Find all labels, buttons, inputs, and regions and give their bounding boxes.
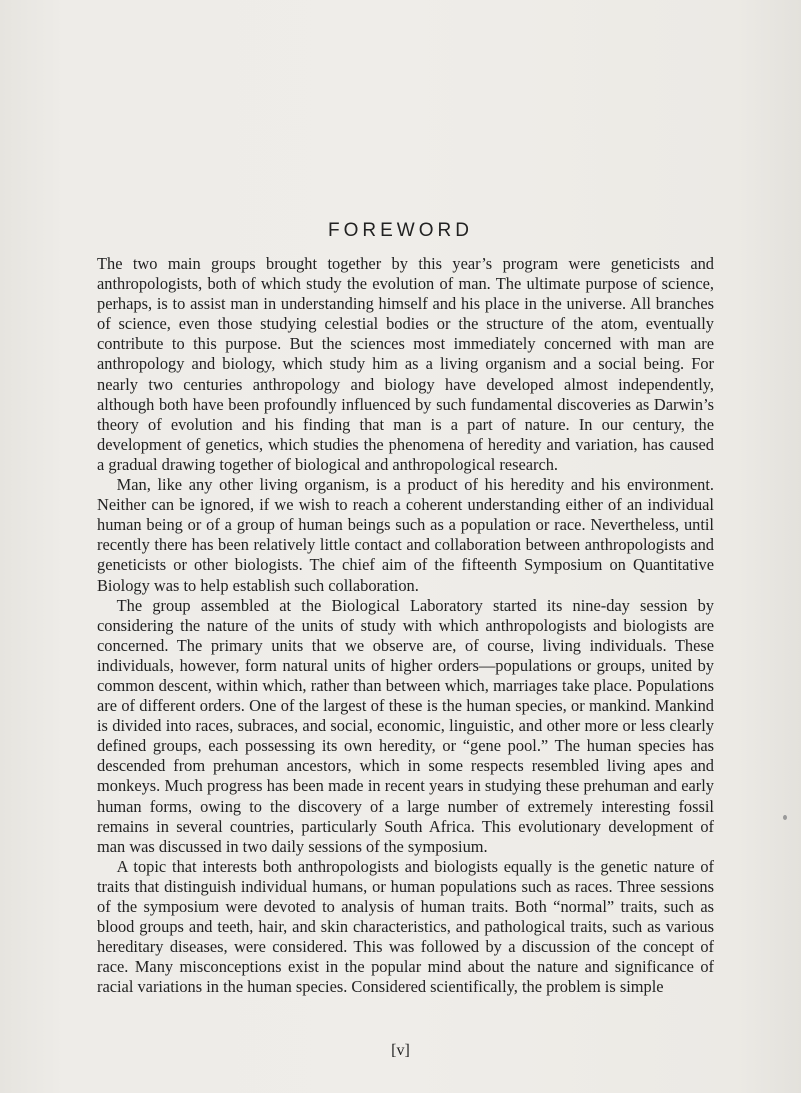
paper-speck	[783, 815, 787, 820]
paragraph: Man, like any other living organism, is a product of his heredity and his environment. Neither can be ignored, if we wish to reach a coherent understanding either of an individual human being or of a group of human beings such as a population or race. Nevertheless, until recently there has been relatively little contact and collaboration between anthropologists and geneticists or other biologists. The chief aim of the fifteenth Symposium on Quantitative Biology was to help establish such collaboration.	[97, 475, 714, 595]
foreword-body	[97, 254, 714, 997]
page-title: FOREWORD	[328, 220, 473, 241]
paragraph: The two main groups brought together by this year’s program were geneticists and anthropologists, both of which study the evolution of man. The ultimate purpose of science, perhaps, is to assist man in understanding himself and his place in the universe. All branches of science, even those studying celestial bodies or the structure of the atom, eventually contribute to this purpose. But the sciences most immediately concerned with man are anthropology and biology, which study him as a living organism and a social being. For nearly two centuries anthropology and biology have developed almost independently, although both have been profoundly influenced by such fundamental discoveries as Darwin’s theory of evolution and his finding that man is a part of nature. In our century, the development of genetics, which studies the phenomena of heredity and variation, has caused a gradual drawing together of biological and anthropological research.	[97, 254, 714, 474]
page-number: [v]	[391, 1042, 410, 1059]
paragraph: A topic that interests both anthropologists and biologists equally is the genetic nature of traits that distinguish individual humans, or human populations such as races. Three sessions of the symposium were devoted to analysis of human traits. Both “normal” traits, such as blood groups and teeth, hair, and skin characteristics, and pathological traits, such as various hereditary diseases, were considered. This was followed by a discussion of the concept of race. Many misconceptions exist in the popular mind about the nature and significance of racial variations in the human species. Considered scientifically, the problem is simple	[97, 856, 714, 997]
paragraph: The group assembled at the Biological Laboratory started its nine-day session by considering the nature of the units of study with which anthropologists and biologists are concerned. The primary units that we observe are, of course, living individuals. These individuals, however, form natural units of higher orders—populations or groups, united by common descent, within which, rather than between which, marriages take place. Populations are of different orders. One of the largest of these is the human species, or mankind. Mankind is divided into races, subraces, and social, economic, linguistic, and other more or less clearly defined groups, each possessing its own heredity, or “gene pool.” The human species has descended from prehuman ancestors, which in some respects resembled living apes and monkeys. Much progress has been made in recent years in studying these prehuman and early human forms, owing to the discovery of a large number of extremely interesting fossil remains in several countries, particularly South Africa. This evolutionary development of man was discussed in two daily sessions of the symposium.	[97, 595, 714, 856]
